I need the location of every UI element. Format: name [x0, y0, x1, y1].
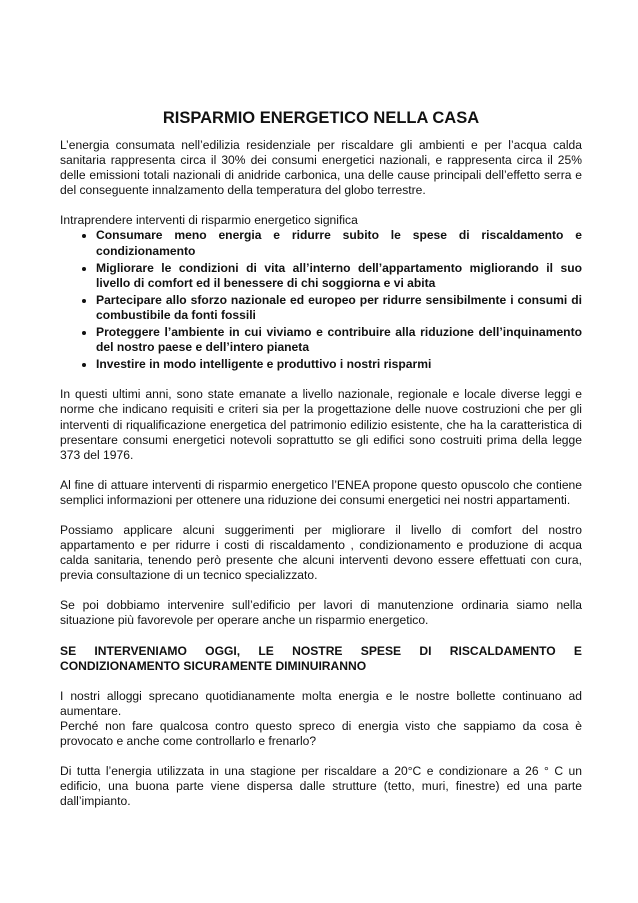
list-item: • Migliorare le condizioni di vita all’interno dell’appartamento migliorando il suo livello di comfort ed il benessere di chi soggiorna e vi abita [96, 261, 582, 291]
paragraph-suggestions: Possiamo applicare alcuni suggerimenti per migliorare il livello di comfort del nostro appartamento e per ridurre i costi di riscaldamento , condizionamento e produzione di acqua calda sanitaria, tenendo però presente che alcuni interventi devono essere effettuati con cura, previa consultazione di un tecnico specializzato. [60, 522, 582, 583]
paragraph-dispersion: Di tutta l’energia utilizzata in una stagione per riscaldare a 20°C e condizionare a 26 ° C un edificio, una buona parte viene dispersa dalle strutture (tetto, muri, finestre) ed una parte dall’impianto. [60, 764, 582, 809]
section-heading: SE INTERVENIAMO OGGI, LE NOSTRE SPESE DI RISCALDAMENTO E CONDIZIONAMENTO SICURAMENTE DIMINUIRANNO [60, 643, 582, 673]
paragraph-intro: Intraprendere interventi di risparmio energetico significa [60, 213, 358, 228]
paragraph-enea: Al fine di attuare interventi di risparmio energetico l’ENEA propone questo opuscolo che contiene semplici informazioni per ottenere una riduzione dei consumi energetici nei nostri appartamenti. [60, 477, 582, 507]
paragraph-question: Perché non fare qualcosa contro questo spreco di energia visto che sappiamo da cosa è provocato e anche come controllarlo e frenarlo? [60, 718, 582, 748]
list-item: • Proteggere l’ambiente in cui viviamo e contribuire alla riduzione dell’inquinamento del nostro paese e dell’intero pianeta [96, 325, 582, 355]
benefits-list [60, 228, 582, 372]
document-page [60, 108, 582, 824]
paragraph-maintenance: Se poi dobbiamo intervenire sull’edificio per lavori di manutenzione ordinaria siamo nella situazione più favorevole per operare anche un risparmio energetico. [60, 598, 582, 628]
list-item: • Investire in modo intelligente e produttivo i nostri risparmi [96, 357, 582, 372]
paragraph-waste: I nostri alloggi sprecano quotidianamente molta energia e le nostre bollette continuano ad aumentare. [60, 688, 582, 718]
paragraph-laws: In questi ultimi anni, sono state emanate a livello nazionale, regionale e locale diverse leggi e norme che indicano requisiti e criteri sia per la progettazione delle nuove costruzioni che per gli interventi di riqualificazione energetica del patrimonio edilizio esistente, che ha la caratteristica di presentare consumi energetici notevoli soprattutto se gli edifici sono costruiti prima della legge 373 del 1976. [60, 387, 582, 462]
list-item: • Consumare meno energia e ridurre subito le spese di riscaldamento e condizionamento [96, 228, 582, 258]
paragraph-energy-consumption: L’energia consumata nell’edilizia residenziale per riscaldare gli ambienti e per l’acqua calda sanitaria rappresenta circa il 30% dei consumi energetici nazionali, e rappresenta circa il 25% delle emissioni totali nazionali di anidride carbonica, una delle cause principali dell’effetto serra e del conseguente innalzamento della temperatura del globo terrestre. [60, 138, 582, 198]
document-title: RISPARMIO ENERGETICO NELLA CASA [162, 109, 480, 127]
list-item: • Partecipare allo sforzo nazionale ed europeo per ridurre sensibilmente i consumi di combustibile da fonti fossili [96, 293, 582, 323]
